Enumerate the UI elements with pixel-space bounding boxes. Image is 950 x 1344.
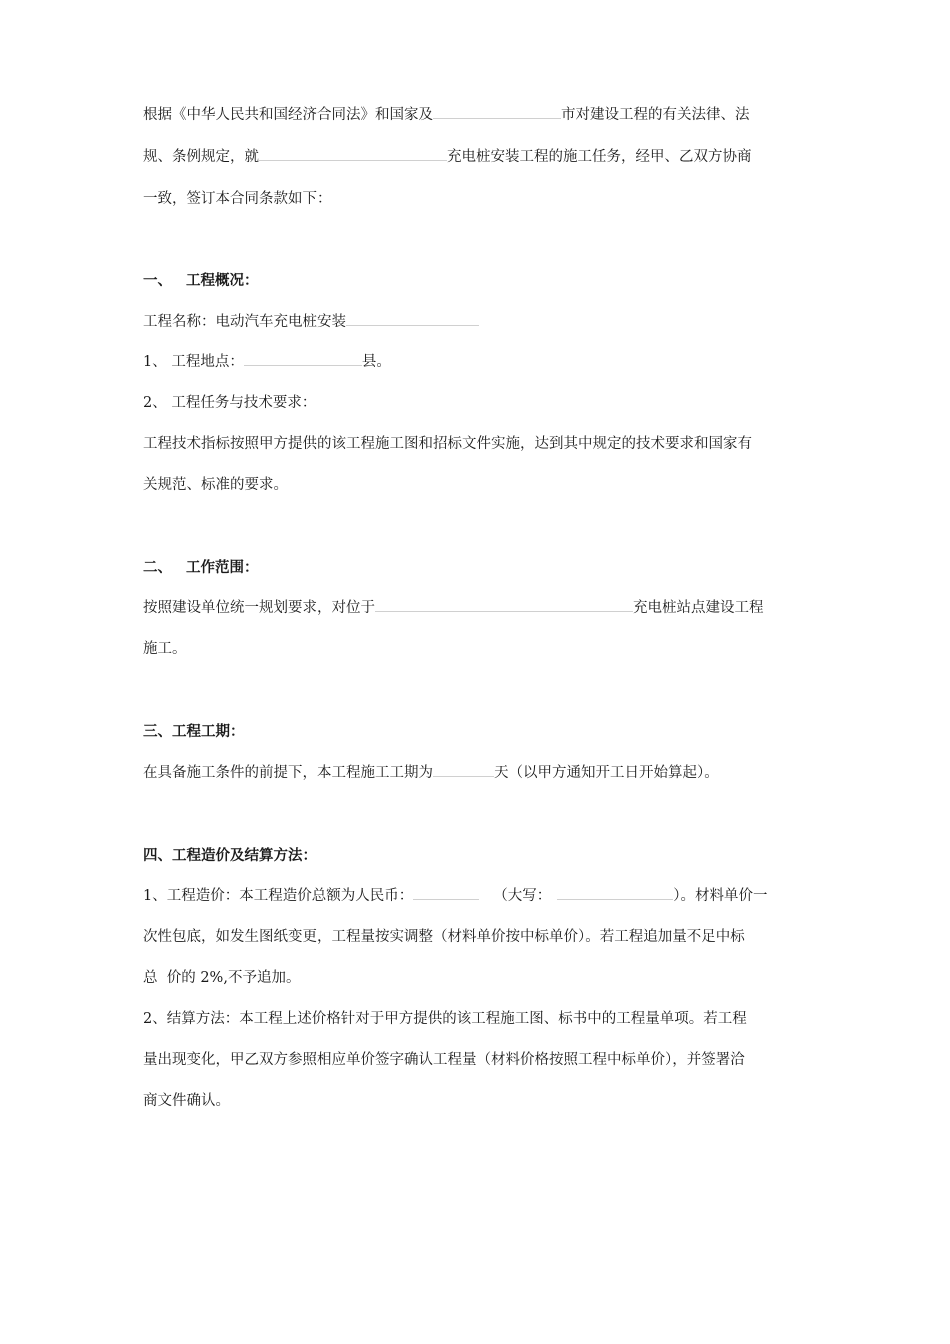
- location-suffix: 县。: [361, 354, 391, 371]
- section-title: 工程概况：: [186, 273, 259, 289]
- county-blank[interactable]: [244, 350, 362, 366]
- project-location-line: [143, 350, 391, 371]
- price-line-2: [143, 925, 745, 946]
- tech-line-1: [143, 432, 752, 453]
- price-text: 1、工程造价：本工程造价总额为人民币：: [143, 888, 414, 905]
- scope-line-2: [143, 637, 187, 658]
- project-name-line: [143, 310, 479, 331]
- days-blank[interactable]: [433, 761, 494, 777]
- price-line-3: [143, 966, 300, 987]
- intro-text: 根据《中华人民共和国经济合同法》和国家及: [143, 107, 433, 124]
- settlement-text: 商文件确认。: [143, 1093, 230, 1109]
- section-4-heading: [143, 844, 317, 865]
- location-label: 1、 工程地点：: [143, 354, 244, 371]
- section-2-heading: [143, 556, 259, 577]
- tech-text: 关规范、标准的要求。: [143, 477, 288, 493]
- duration-text: 天（以甲方通知开工日开始算起）。: [494, 765, 719, 782]
- intro-line-2: [143, 145, 752, 166]
- task-line: [143, 391, 316, 412]
- section-3-heading: [143, 720, 245, 741]
- project-name: 工程名称：电动汽车充电桩安装: [143, 314, 346, 331]
- scope-line-1: [143, 596, 764, 617]
- tech-text: 工程技术指标按照甲方提供的该工程施工图和招标文件实施，达到其中规定的技术要求和国家有: [143, 436, 752, 452]
- section-title: 三、工程工期：: [143, 724, 245, 740]
- project-name-blank[interactable]: [346, 310, 479, 326]
- settlement-line-3: [143, 1089, 230, 1110]
- amount-blank[interactable]: [413, 884, 479, 900]
- settlement-text: 量出现变化，甲乙双方参照相应单价签字确认工程量（材料价格按照工程中标单价），并签署洽: [143, 1052, 745, 1068]
- settlement-text: 2、结算方法：本工程上述价格针对于甲方提供的该工程施工图、标书中的工程量单项。若工程: [143, 1011, 747, 1027]
- price-text: 次性包底，如发生图纸变更，工程量按实调整（材料单价按中标单价）。若工程追加量不足中标: [143, 929, 745, 945]
- price-text: （大写：: [493, 888, 552, 905]
- price-text: 总 价的 2%,不予追加。: [143, 970, 301, 986]
- section-number: 二、: [143, 560, 172, 576]
- intro-line-1: [143, 103, 750, 124]
- duration-text: 在具备施工条件的前提下，本工程施工工期为: [143, 765, 433, 782]
- site-blank[interactable]: [375, 596, 633, 612]
- scope-text: 施工。: [143, 641, 187, 657]
- settlement-line-2: [143, 1048, 745, 1069]
- intro-line-3: [143, 187, 332, 208]
- city-blank[interactable]: [433, 103, 561, 119]
- tech-line-2: [143, 473, 288, 494]
- price-line-1: [143, 884, 767, 905]
- section-title: 四、工程造价及结算方法：: [143, 848, 317, 864]
- amount-in-words-blank[interactable]: [557, 884, 673, 900]
- section-title: 工作范围：: [186, 560, 259, 576]
- intro-text: 充电桩安装工程的施工任务，经甲、乙双方协商: [447, 149, 752, 166]
- duration-line: [143, 761, 719, 782]
- scope-text: 充电桩站点建设工程: [633, 600, 764, 617]
- section-number: 一、: [143, 273, 172, 289]
- settlement-line-1: [143, 1007, 747, 1028]
- task-label: 2、 工程任务与技术要求：: [143, 395, 317, 411]
- intro-text: 规、条例规定，就: [143, 149, 259, 166]
- section-1-heading: [143, 269, 259, 290]
- project-blank[interactable]: [259, 145, 447, 161]
- intro-text: 一致，签订本合同条款如下：: [143, 191, 332, 207]
- scope-text: 按照建设单位统一规划要求，对位于: [143, 600, 375, 617]
- price-text: ）。材料单价一: [673, 888, 768, 905]
- intro-text: 市对建设工程的有关法律、法: [561, 107, 750, 124]
